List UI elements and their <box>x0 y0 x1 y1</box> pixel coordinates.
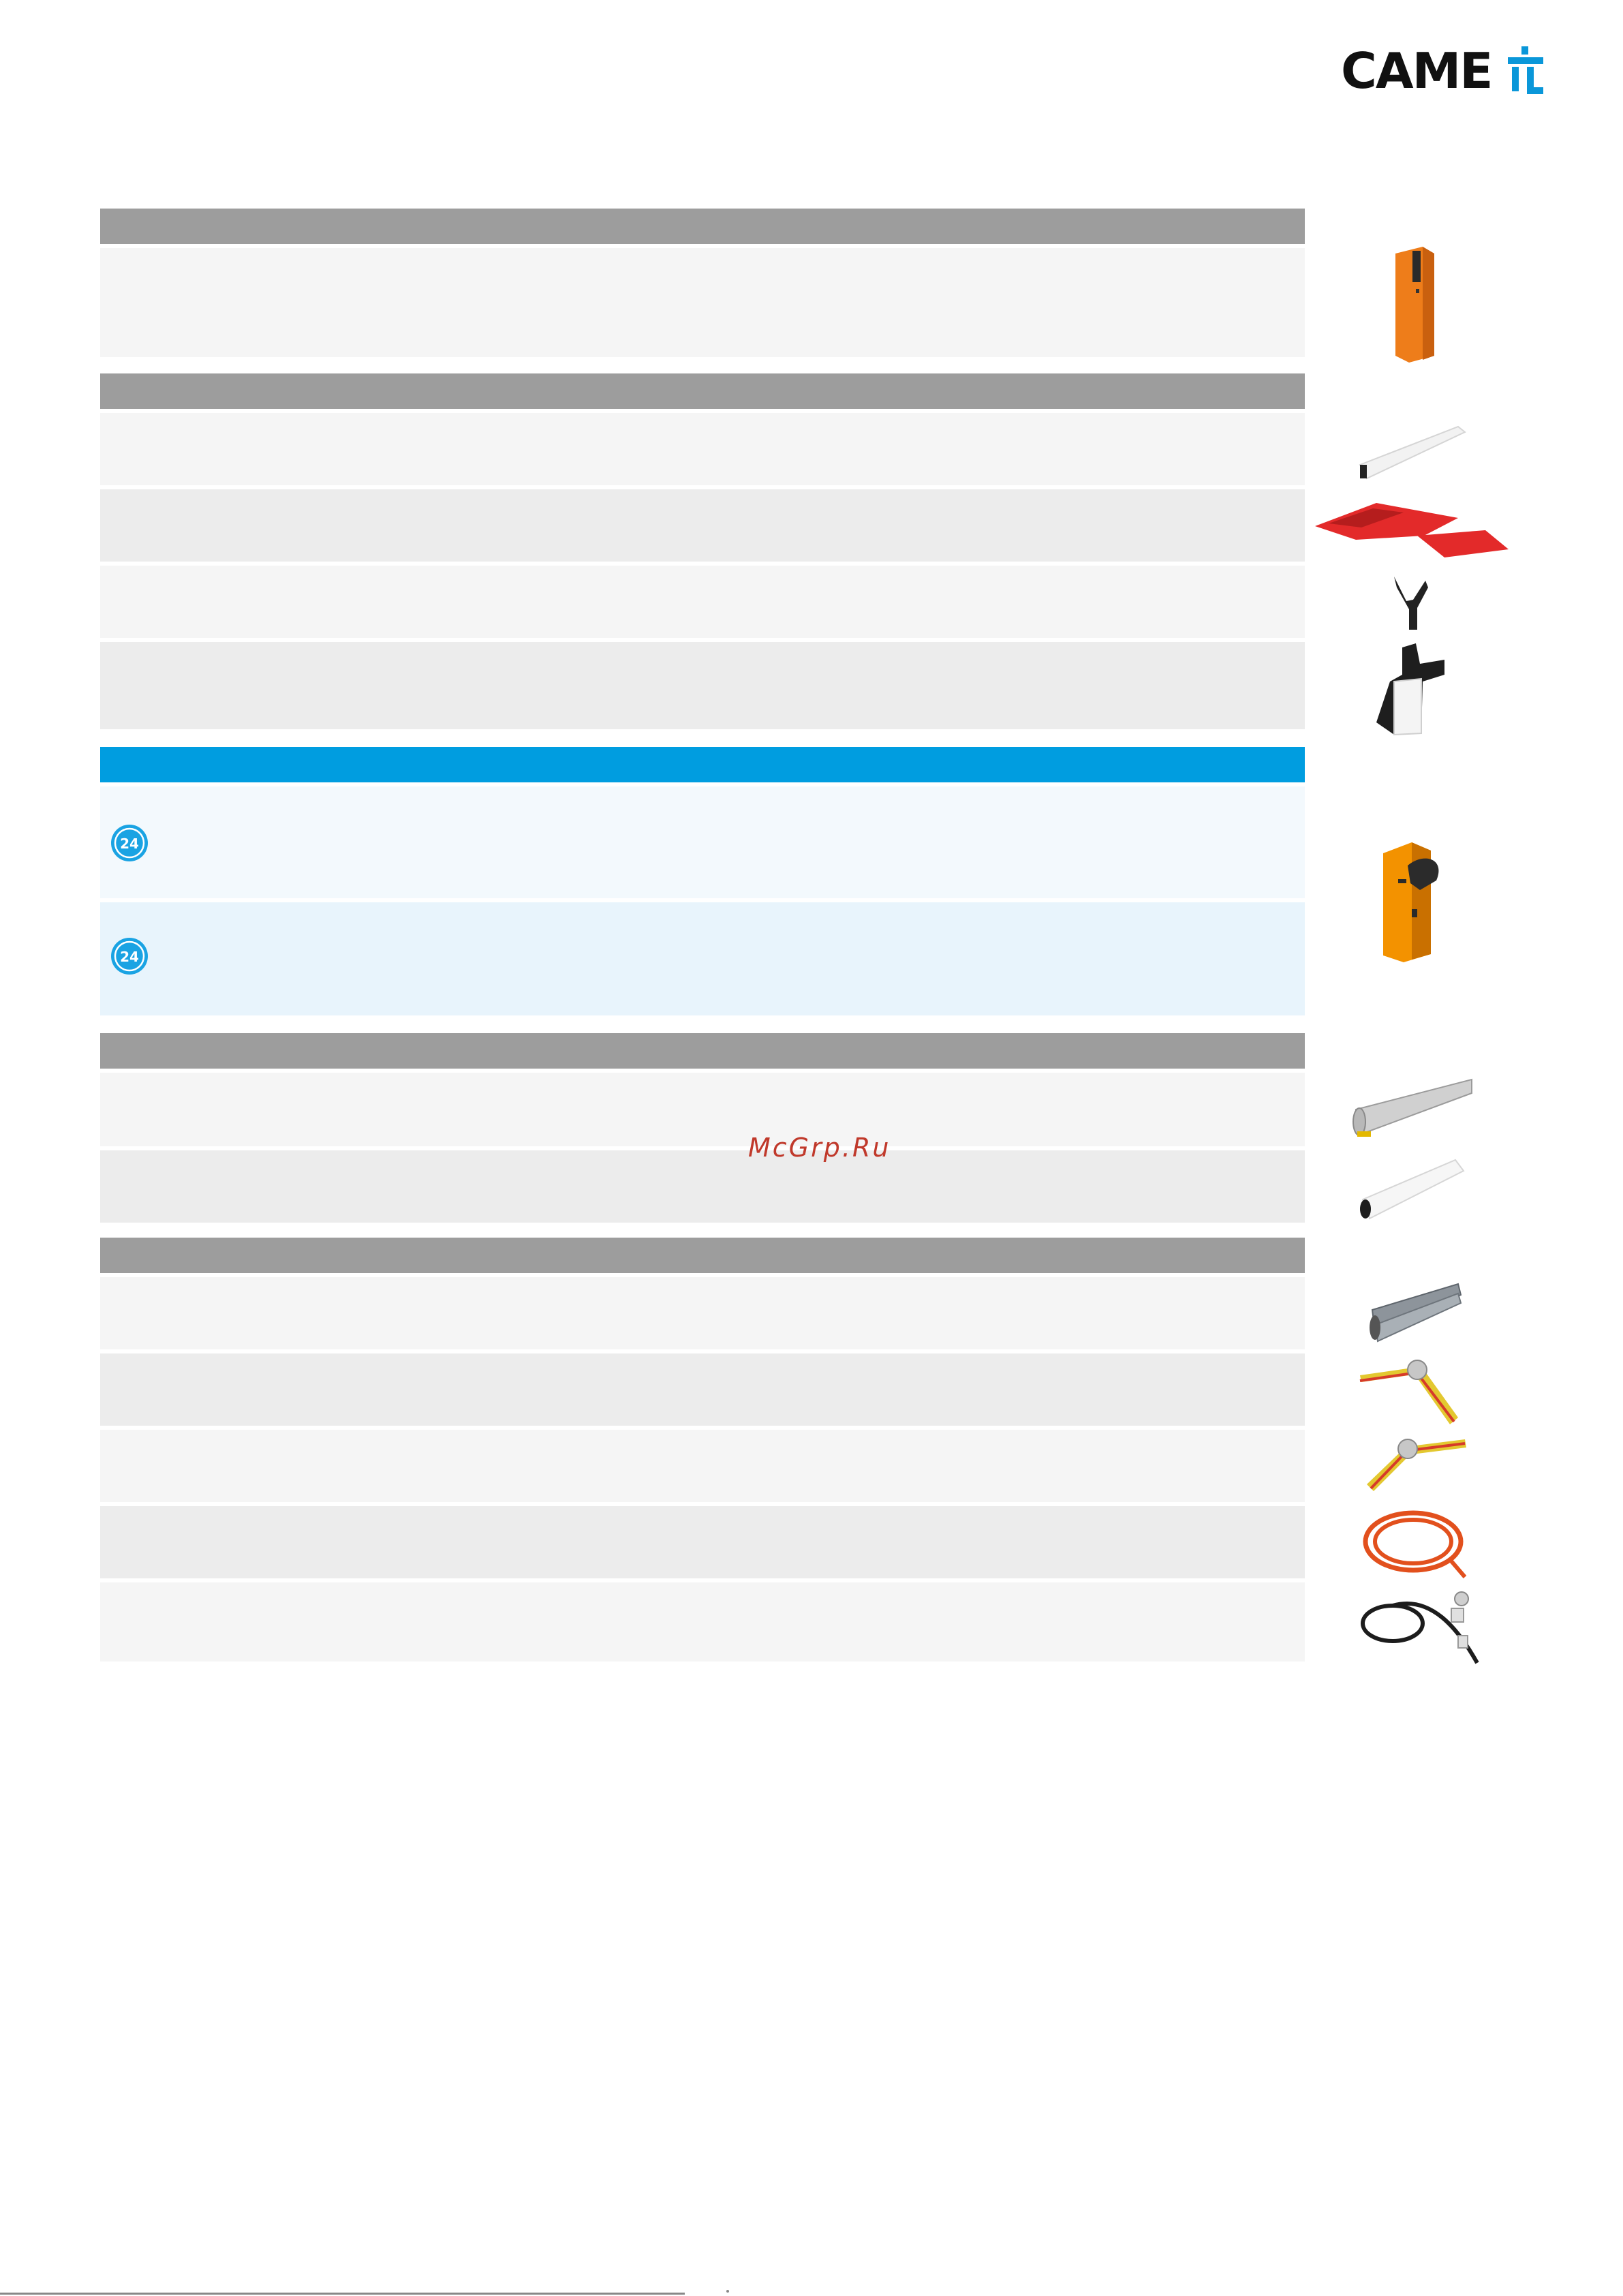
footer-divider <box>0 2293 685 2295</box>
rectangular-boom-image <box>1360 427 1465 478</box>
boom-support-image <box>1376 643 1444 735</box>
articulated-joint-image <box>1367 1439 1466 1491</box>
articulated-joint-image <box>1360 1360 1458 1424</box>
orange-cable-image <box>1365 1513 1465 1577</box>
reflective-stickers-image <box>1315 503 1509 557</box>
footer-mark <box>726 2290 729 2293</box>
boom-profile-image <box>1370 1284 1461 1341</box>
fork-support-image <box>1394 577 1428 630</box>
aluminium-boom-image <box>1353 1080 1472 1137</box>
svg-text:24: 24 <box>120 836 139 852</box>
barrier-24v-image <box>1383 842 1438 962</box>
svg-text:24: 24 <box>120 949 139 965</box>
black-cable-image <box>1363 1592 1477 1663</box>
round-boom-image <box>1360 1160 1464 1219</box>
logo-text: CAME <box>1341 42 1492 100</box>
barrier-cabinet-image <box>1395 247 1434 363</box>
watermark: McGrp.Ru <box>748 1133 891 1163</box>
